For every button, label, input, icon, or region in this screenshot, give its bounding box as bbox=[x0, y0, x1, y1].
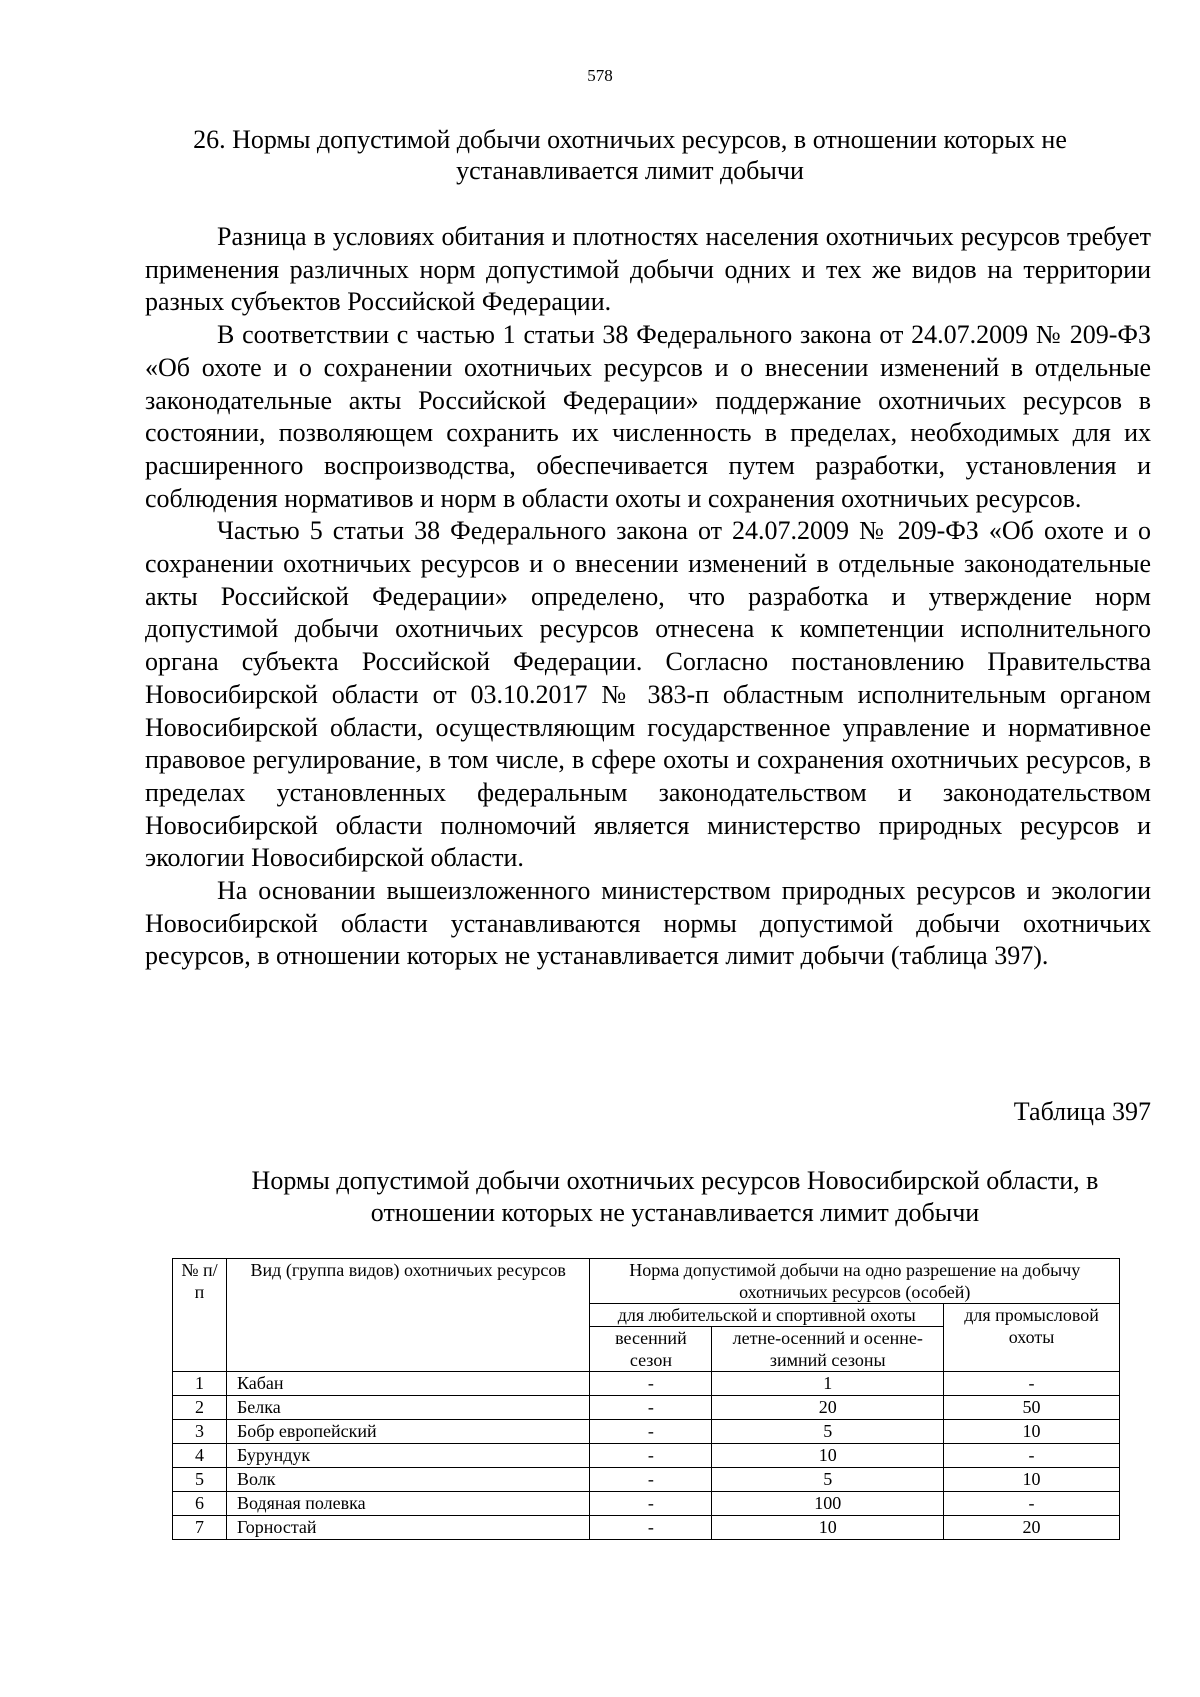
table-title-line-2: отношении которых не устанавливается лимит добычи bbox=[370, 1198, 980, 1227]
row-summer-autumn: 5 bbox=[712, 1468, 944, 1492]
row-num: 7 bbox=[173, 1516, 227, 1540]
section-heading bbox=[140, 124, 1120, 186]
row-species: Волк bbox=[226, 1468, 590, 1492]
row-num: 2 bbox=[173, 1396, 227, 1420]
row-summer-autumn: 10 bbox=[712, 1516, 944, 1540]
row-num: 5 bbox=[173, 1468, 227, 1492]
row-species: Бобр европейский bbox=[226, 1420, 590, 1444]
row-species: Горностай bbox=[226, 1516, 590, 1540]
row-species: Бурундук bbox=[226, 1444, 590, 1468]
row-commercial: 10 bbox=[944, 1468, 1120, 1492]
section-heading-line-2: устанавливается лимит добычи bbox=[456, 156, 804, 185]
page-number: 578 bbox=[587, 66, 613, 85]
row-spring: - bbox=[590, 1420, 712, 1444]
row-commercial: - bbox=[944, 1492, 1120, 1516]
row-species: Водяная полевка bbox=[226, 1492, 590, 1516]
section-heading-line-1: 26. Нормы допустимой добычи охотничьих ресурсов, в отношении которых не bbox=[193, 125, 1067, 154]
header-commercial: для промысловой охоты bbox=[944, 1304, 1120, 1372]
table-row bbox=[173, 1492, 1120, 1516]
paragraph: Разница в условиях обитания и плотностях населения охотничьих ресурсов требует применения различных норм допустимой добычи одних и тех же видов на территории разных субъектов Российской Федерации. bbox=[145, 222, 1151, 317]
header-norm: Норма допустимой добычи на одно разрешение на добычу охотничьих ресурсов (особей) bbox=[590, 1259, 1120, 1304]
row-num: 1 bbox=[173, 1372, 227, 1396]
table-row bbox=[173, 1396, 1120, 1420]
row-commercial: - bbox=[944, 1372, 1120, 1396]
row-num: 4 bbox=[173, 1444, 227, 1468]
row-commercial: - bbox=[944, 1444, 1120, 1468]
row-summer-autumn: 1 bbox=[712, 1372, 944, 1396]
row-spring: - bbox=[590, 1516, 712, 1540]
header-summer-autumn: летне-осенний и осенне-зимний сезоны bbox=[712, 1327, 944, 1372]
row-commercial: 50 bbox=[944, 1396, 1120, 1420]
row-spring: - bbox=[590, 1468, 712, 1492]
paragraph: Частью 5 статьи 38 Федерального закона от 24.07.2009 № 209-ФЗ «Об охоте и о сохранении охотничьих ресурсов и о внесении изменений в отдельные законодательные акты Российской Федерации» определено, что разработка и утверждение норм допустимой добычи охотничьих ресурсов отнесена к компетенции исполнительного органа субъекта Российской Федерации. Согласно постановлению Правительства Новосибирской области от 03.10.2017 № 383-п областным исполнительным органом Новосибирской области, осуществляющим государственное управление и нормативное правовое регулирование, в том числе, в сфере охоты и сохранения охотничьих ресурсов, в пределах установленных федеральным законодательством и законодательством Новосибирской области полномочий является министерство природных ресурсов и экологии Новосибирской области. bbox=[145, 516, 1151, 873]
header-species: Вид (группа видов) охотничьих ресурсов bbox=[226, 1259, 590, 1372]
row-commercial: 20 bbox=[944, 1516, 1120, 1540]
table-title-line-1: Нормы допустимой добычи охотничьих ресурсов Новосибирской области, в bbox=[251, 1166, 1099, 1195]
table-caption: Таблица 397 bbox=[1013, 1097, 1151, 1126]
table-row bbox=[173, 1468, 1120, 1492]
row-summer-autumn: 10 bbox=[712, 1444, 944, 1468]
header-amateur: для любительской и спортивной охоты bbox=[590, 1304, 944, 1327]
table-row bbox=[173, 1372, 1120, 1396]
paragraph: На основании вышеизложенного министерством природных ресурсов и экологии Новосибирской области устанавливаются нормы допустимой добычи охотничьих ресурсов, в отношении которых не устанавливается лимит добычи (таблица 397). bbox=[145, 876, 1151, 971]
table-row bbox=[173, 1516, 1120, 1540]
row-num: 6 bbox=[173, 1492, 227, 1516]
row-num: 3 bbox=[173, 1420, 227, 1444]
table-row bbox=[173, 1420, 1120, 1444]
row-summer-autumn: 100 bbox=[712, 1492, 944, 1516]
header-num: № п/п bbox=[173, 1259, 227, 1372]
header-spring: весенний сезон bbox=[590, 1327, 712, 1372]
table-title bbox=[200, 1165, 1150, 1229]
row-spring: - bbox=[590, 1444, 712, 1468]
row-spring: - bbox=[590, 1372, 712, 1396]
paragraph: В соответствии с частью 1 статьи 38 Федерального закона от 24.07.2009 № 209-ФЗ «Об охоте и о сохранении охотничьих ресурсов и о внесении изменений в отдельные законодательные акты Российской Федерации» поддержание охотничьих ресурсов в состоянии, позволяющем сохранить их численность в пределах, необходимых для их расширенного воспроизводства, обеспечивается путем разработки, установления и соблюдения нормативов и норм в области охоты и сохранения охотничьих ресурсов. bbox=[145, 320, 1151, 513]
row-summer-autumn: 20 bbox=[712, 1396, 944, 1420]
row-commercial: 10 bbox=[944, 1420, 1120, 1444]
row-species: Кабан bbox=[226, 1372, 590, 1396]
row-spring: - bbox=[590, 1396, 712, 1420]
row-species: Белка bbox=[226, 1396, 590, 1420]
table-row bbox=[173, 1444, 1120, 1468]
row-spring: - bbox=[590, 1492, 712, 1516]
row-summer-autumn: 5 bbox=[712, 1420, 944, 1444]
hunting-norms-table bbox=[172, 1258, 1120, 1540]
body-text bbox=[145, 221, 1151, 973]
